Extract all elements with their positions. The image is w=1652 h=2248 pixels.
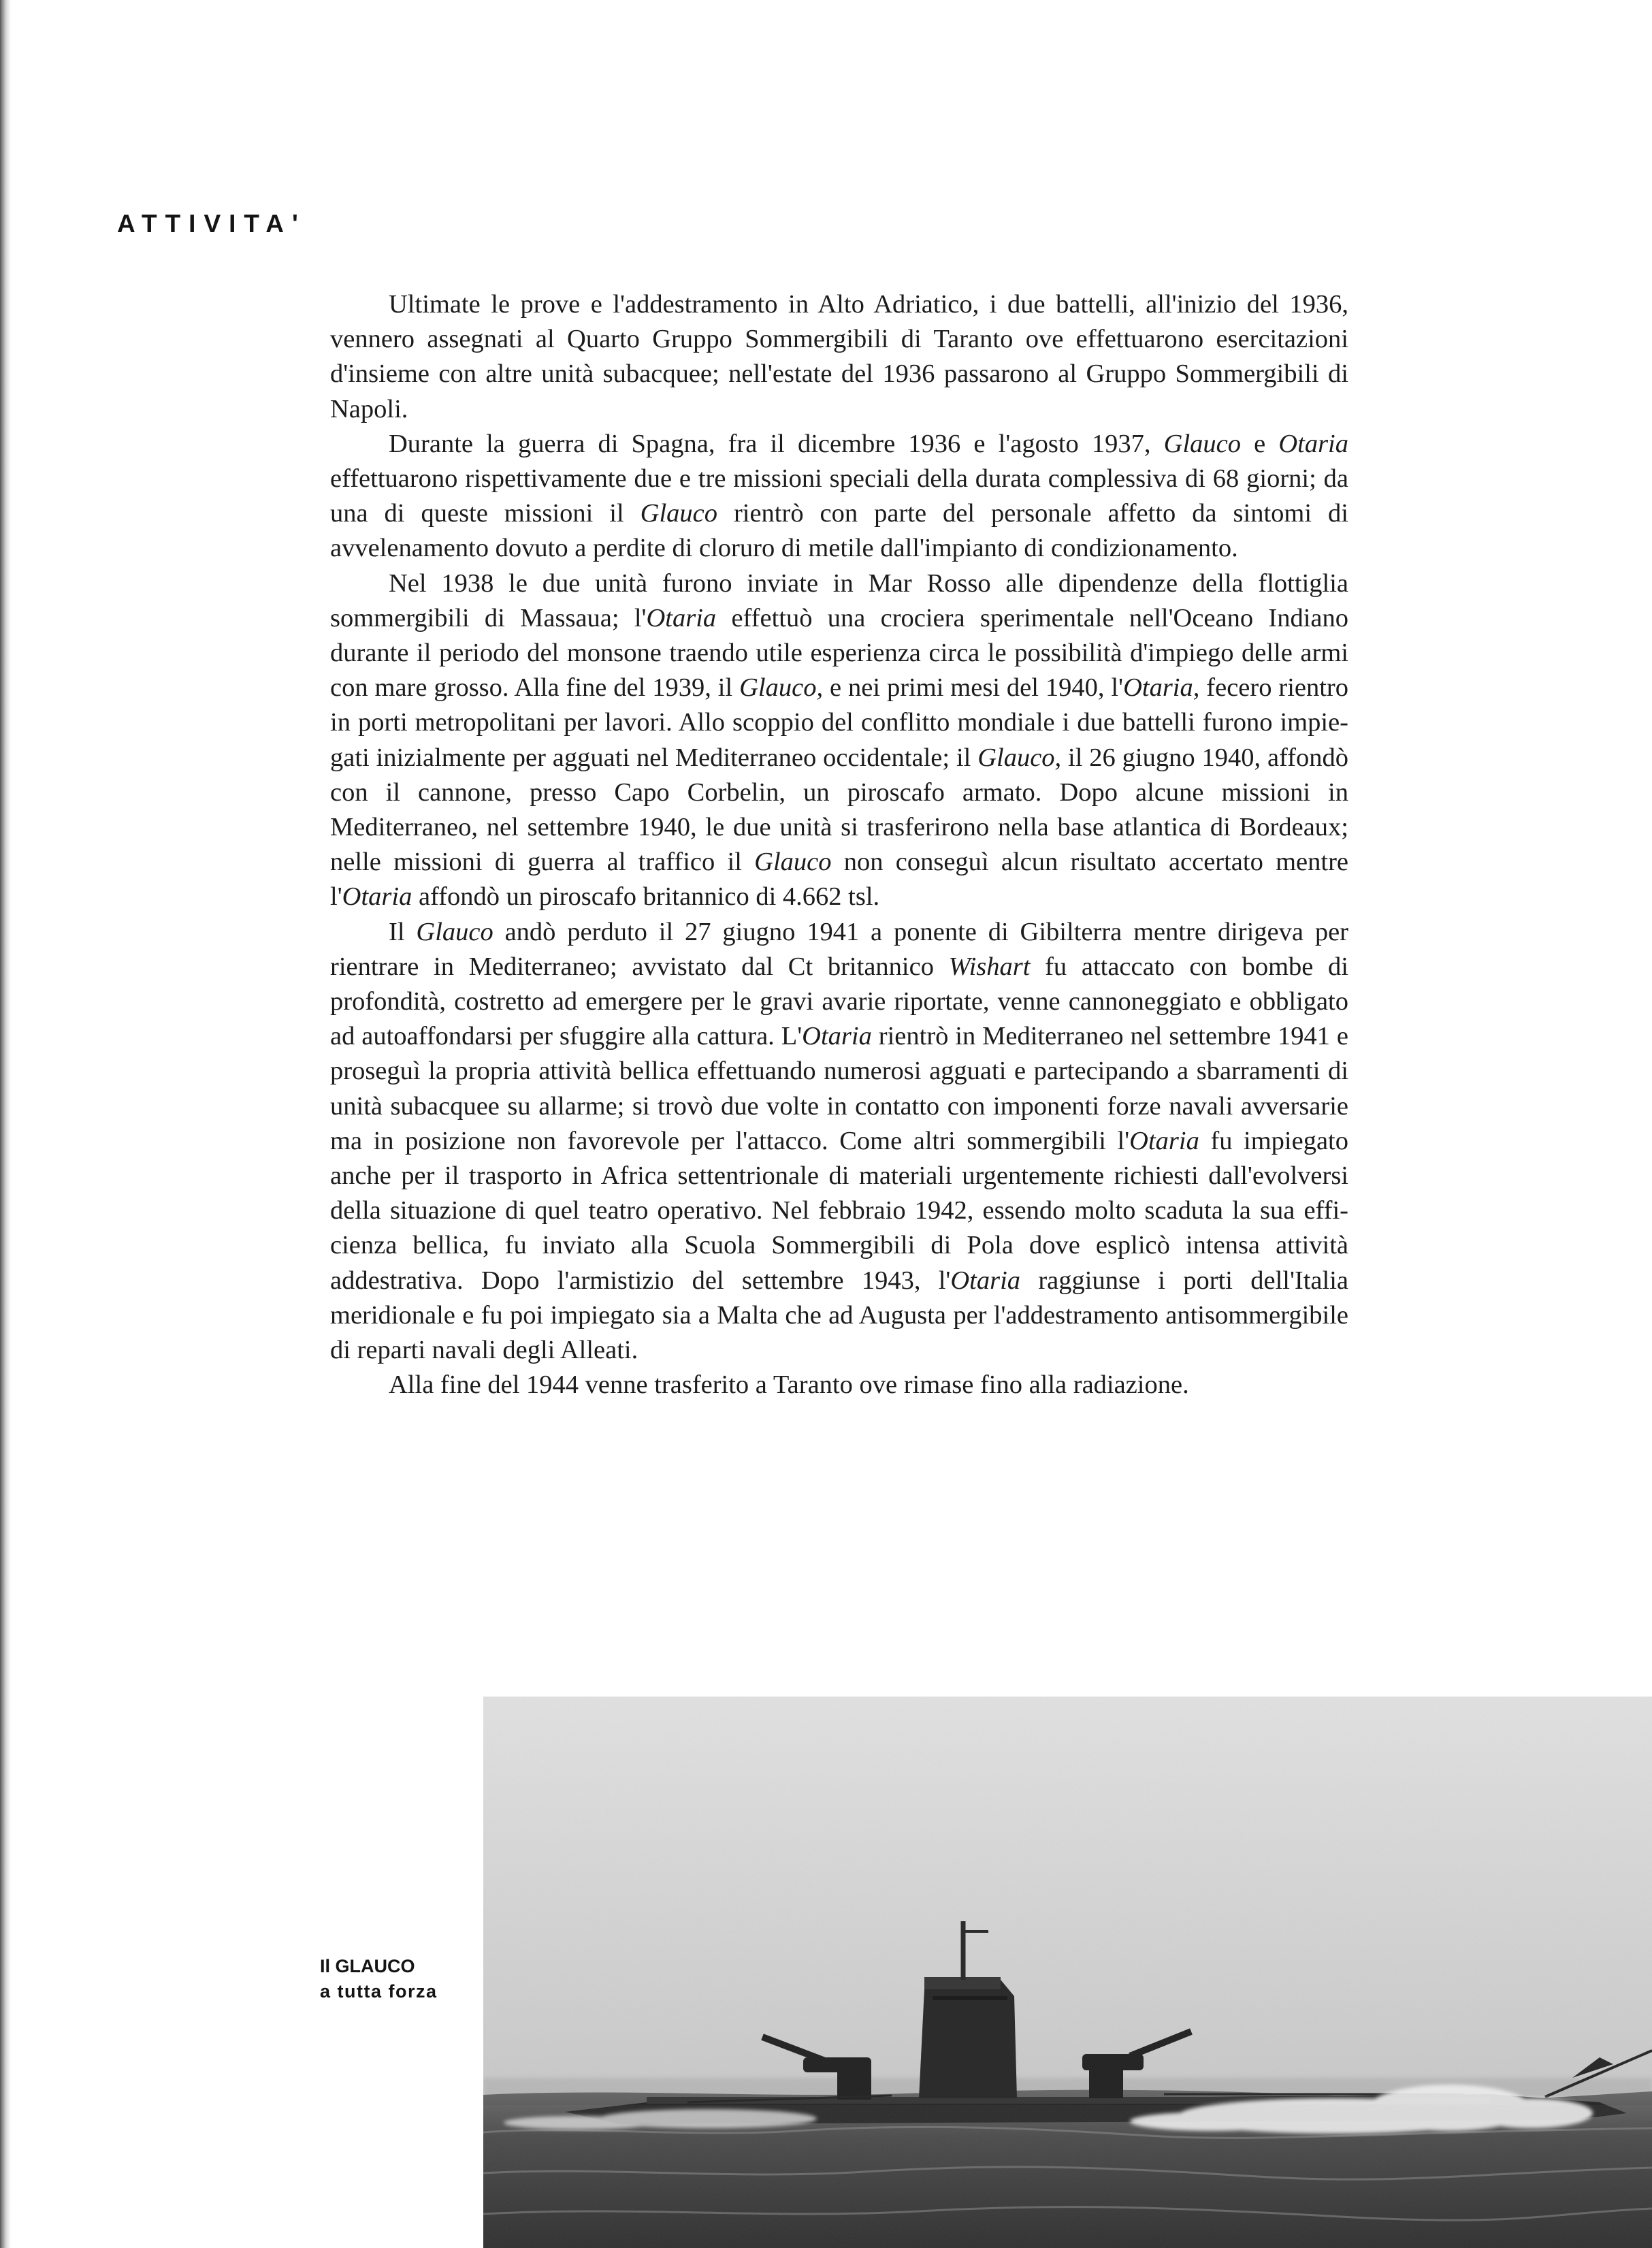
text-run: Nel 1938 le due unità furono inviate in Mar Rosso alle dipendenze della flottiglia sommergibili di Massaua; l' [330, 568, 1348, 632]
paragraph [330, 1368, 1348, 1402]
text-run: e [1240, 429, 1279, 458]
text-run: non conseguì alcun risultato accertato mentre l' [330, 848, 1348, 912]
text-run: Il [389, 917, 417, 946]
text-run: effettuarono rispettivamente due e tre missioni speciali della durata complessiva di 68 giorni; da una di queste missioni il [330, 464, 1348, 528]
text-run: affondò un piroscafo britannico di 4.662 tsl. [412, 882, 880, 912]
body-text [330, 287, 1348, 1403]
text-run: Durante la guerra di Spagna, fra il dicembre 1936 e l'agosto 1937, [389, 429, 1164, 458]
paragraph [330, 915, 1348, 1368]
text-run: fu attaccato con bombe di profondità, costretto ad emergere per le gravi avarie riportate, venne cannoneggiato e obbligato ad autoaffondarsi per sfuggire alla cattura. L' [330, 952, 1348, 1051]
italic-ship-name: Glauco, [739, 673, 824, 703]
photo-caption [320, 1954, 438, 2004]
text-run: raggiunse i porti dell'Italia meridionale e fu poi impiegato sia a Malta che ad Augusta per l'addestramento antisommergibile di reparti navali degli Alleati. [330, 1266, 1348, 1365]
text-run: effettuò una crociera sperimentale nell'Oceano Indiano durante il periodo del monsone traendo utile esperienza circa le possibilità d'impiego delle armi con mare grosso. Alla fine del 1939, il [330, 603, 1348, 703]
text-run: fu impiegato anche per il trasporto in Africa settentrionale di materiali urgentemente richiesti dall'evolversi della situazione di quel teatro operativo. Nel febbraio 1942, essendo molto scaduta la sua efficienza bellica, fu inviato alla Scuola Sommergibili di Pola dove esplicò intensa attività addestrativa. Dopo l'armistizio del settembre 1943, l' [330, 1126, 1348, 1295]
italic-ship-name: Otaria [1278, 429, 1348, 458]
italic-ship-name: Glauco, [977, 743, 1062, 772]
section-heading: ATTIVITA' [117, 210, 306, 238]
italic-ship-name: Otaria [646, 603, 717, 632]
italic-ship-name: Wishart [948, 952, 1031, 981]
caption-line-1: Il GLAUCO [320, 1956, 415, 1976]
text-run: Ultimate le prove e l'addestramento in Alto Adriatico, i due battelli, all'inizio del 1936, vennero assegnati al Quarto Gruppo Sommergibili di Taranto ove effettuarono esercitazioni d'insieme con altre unità subacquee; nell'estate del 1936 passarono al Gruppo Sommergibili di Napoli. [330, 290, 1348, 423]
italic-ship-name: Glauco [754, 848, 832, 877]
italic-ship-name: Otaria, [1123, 673, 1200, 703]
italic-ship-name: Glauco [416, 917, 493, 946]
submarine-photo [483, 1697, 1652, 2248]
paragraph [330, 287, 1348, 427]
italic-ship-name: Glauco [640, 499, 717, 528]
paragraph [330, 427, 1348, 566]
text-run: Alla fine del 1944 venne trasferito a Taranto ove rimase fino alla radiazione. [389, 1370, 1189, 1400]
page-binding-edge [0, 0, 11, 2248]
text-run: rientrò con parte del personale affetto da sintomi di avvelenamento dovuto a perdite di cloruro di metile dall'impianto di condizionamento. [330, 499, 1348, 563]
paragraph [330, 566, 1348, 915]
italic-ship-name: Otaria [342, 882, 412, 912]
italic-ship-name: Otaria [1129, 1126, 1199, 1155]
italic-ship-name: Glauco [1163, 429, 1241, 458]
text-run: e nei primi mesi del 1940, l' [823, 673, 1124, 703]
text-run: fecero rientro in porti metropolitani per lavori. Allo scoppio del conflitto mondiale i due battelli furono impiegati inizialmente per agguati nel Mediterraneo occidentale; il [330, 673, 1349, 772]
italic-ship-name: Otaria [802, 1022, 872, 1051]
caption-line-2: a tutta forza [320, 1981, 438, 2002]
text-run: andò perduto il 27 giugno 1941 a ponente di Gibilterra mentre dirigeva per rientrare in Mediterraneo; avvistato dal Ct britannico [330, 917, 1348, 981]
text-run: il 26 giugno 1940, affondò con il cannone, presso Capo Corbelin, un piroscafo armato. Dopo alcune missioni in Mediterraneo, nel settembre 1940, le due unità si trasferirono nella base atlantica di Bordeaux; nelle missioni di guerra al traffico il [330, 743, 1349, 877]
text-run: rientrò in Mediterraneo nel settembre 1941 e proseguì la propria attività bellica effettuando numerosi agguati e partecipando a sbarramenti di unità subacquee su allarme; si trovò due volte in contatto con imponenti forze navali avversarie ma in posizione non favorevole per l'attacco. Come altri sommergibili l' [330, 1022, 1348, 1155]
italic-ship-name: Otaria [950, 1266, 1021, 1295]
